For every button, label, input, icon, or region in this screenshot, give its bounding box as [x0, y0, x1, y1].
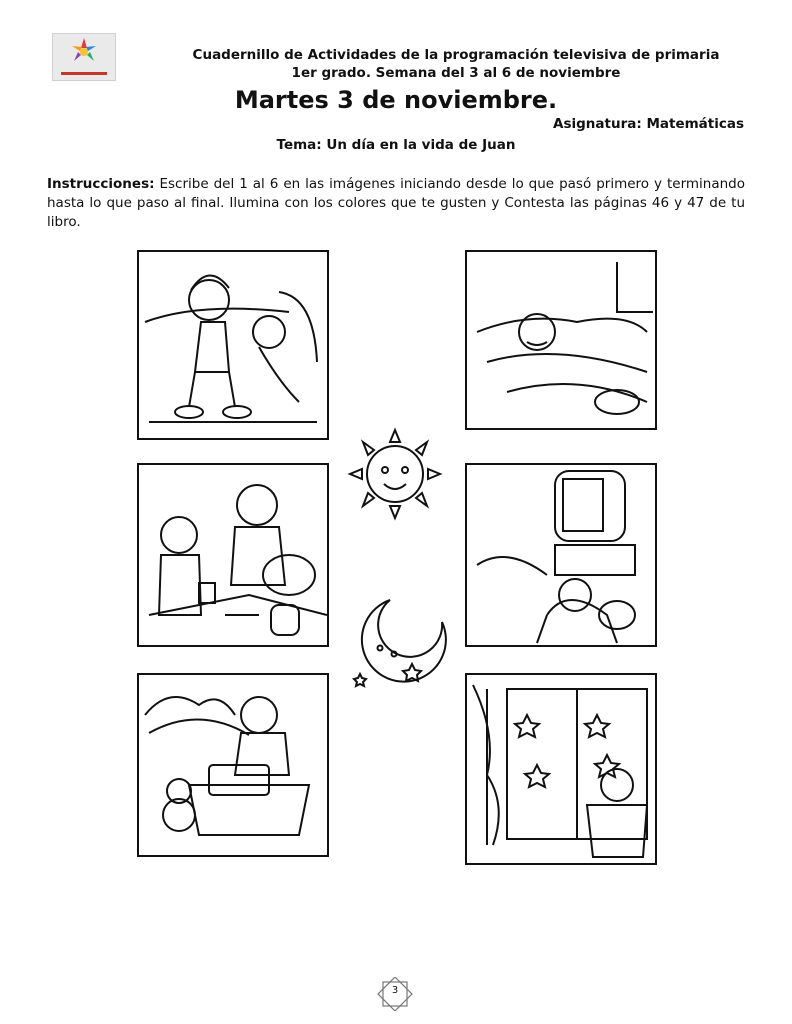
sun-icon	[344, 424, 446, 524]
moon-icon	[350, 592, 450, 688]
instructions-text: Escribe del 1 al 6 en las imágenes iniciando desde lo que pasó primero y terminando hasta lo que paso al final. Ilumina con los colores que te gusten y Contesta las páginas 46 y 47 de tu libro.	[47, 176, 745, 230]
page-date: Martes 3 de noviembre.	[234, 86, 558, 114]
picture-panel-playing[interactable]	[137, 673, 329, 857]
picture-panel-breakfast[interactable]	[137, 463, 329, 647]
breakfast-illustration	[139, 465, 327, 645]
topic-label: Tema: Un día en la vida de Juan	[276, 137, 516, 153]
night-window-illustration	[467, 675, 655, 863]
sleeping-boy-illustration	[467, 252, 655, 428]
header-title: Cuadernillo de Actividades de la programación televisiva de primaria	[192, 47, 720, 63]
picture-panel-waking-up[interactable]	[137, 250, 329, 440]
picture-panel-night-window[interactable]	[465, 673, 657, 865]
waking-up-boy-illustration	[139, 252, 327, 438]
page-number: 3	[391, 985, 399, 996]
picture-panel-sleeping[interactable]	[465, 250, 657, 430]
picture-panel-watching-tv[interactable]	[465, 463, 657, 647]
page-number-badge	[376, 977, 414, 1011]
playing-toys-illustration	[139, 675, 327, 855]
header-week: 1er grado. Semana del 3 al 6 de noviembre	[291, 65, 621, 81]
watching-tv-illustration	[467, 465, 655, 645]
subject-label: Asignatura: Matemáticas	[553, 116, 744, 132]
instructions	[47, 175, 745, 232]
instructions-label: Instrucciones:	[47, 176, 155, 192]
program-logo-icon	[52, 33, 116, 81]
